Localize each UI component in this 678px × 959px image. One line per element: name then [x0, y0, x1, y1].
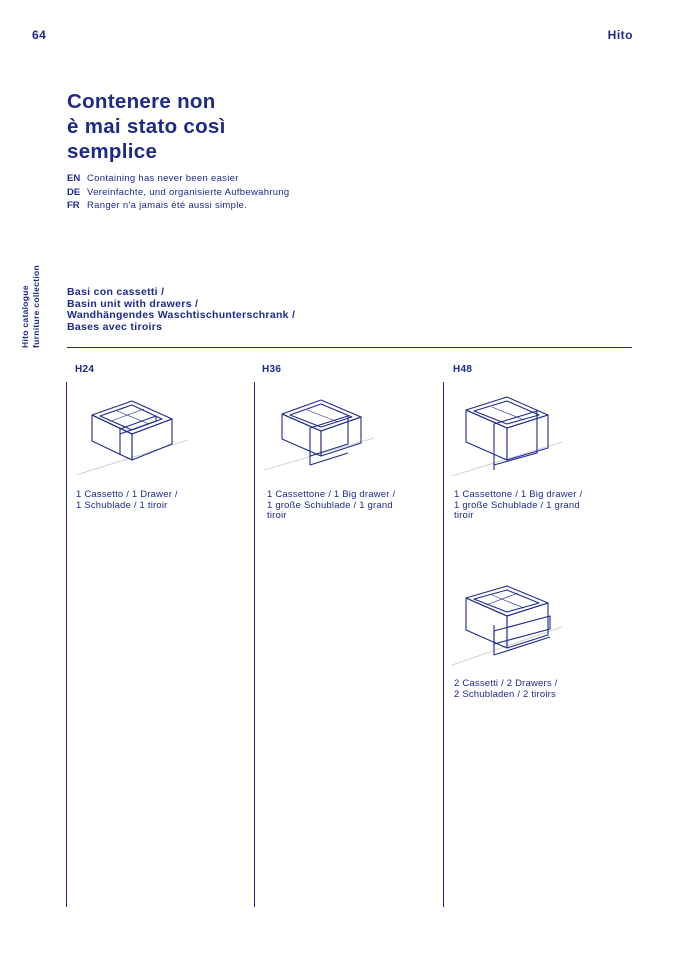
- section-divider: [67, 347, 632, 348]
- caption-h48-big-drawer: [454, 490, 614, 522]
- caption-line: 1 Cassettone / 1 Big drawer /: [267, 489, 396, 500]
- column-heading-h48: H48: [453, 364, 473, 375]
- caption-line: 2 Cassetti / 2 Drawers /: [454, 678, 558, 689]
- caption-line: tiroir: [454, 510, 474, 521]
- caption-line: tiroir: [267, 510, 287, 521]
- column-rule-h36: [254, 382, 255, 907]
- section-title: [67, 287, 295, 333]
- column-heading-h24: H24: [75, 364, 95, 375]
- caption-h36-big-drawer: [267, 490, 427, 522]
- side-label: [20, 265, 42, 348]
- caption-line: 1 Cassetto / 1 Drawer /: [76, 489, 178, 500]
- caption-line: 1 Schublade / 1 tiroir: [76, 499, 168, 511]
- column-rule-h48: [443, 382, 444, 907]
- caption-h24-one-drawer: [76, 490, 236, 511]
- section-title-line: Basi con cassetti /: [67, 286, 165, 298]
- column-rule-h24: [66, 382, 67, 907]
- caption-line: 1 große Schublade / 1 grand: [267, 499, 393, 511]
- headline-line-3: semplice: [67, 140, 158, 163]
- caption-line: 1 große Schublade / 1 grand: [454, 499, 580, 511]
- brand-name: Hito: [607, 28, 633, 42]
- side-label-line-2: furniture collection: [31, 265, 41, 348]
- translation-text: Vereinfachte, und organisierte Aufbewahrung: [87, 186, 290, 198]
- translations: [67, 172, 290, 213]
- section-title-line: Wandhängendes Waschtischunterschrank /: [67, 309, 296, 321]
- cabinet-two-drawers-illustration: [452, 585, 567, 667]
- language-code: EN: [67, 173, 81, 184]
- headline-line-2: è mai stato così: [67, 115, 226, 138]
- cabinet-one-drawer-illustration: [76, 397, 191, 482]
- cabinet-big-drawer-illustration: [264, 398, 379, 473]
- section-title-line: Basin unit with drawers /: [67, 297, 199, 310]
- caption-line: 2 Schubladen / 2 tiroirs: [454, 688, 556, 700]
- translation-text: Containing has never been easier: [87, 173, 239, 184]
- language-code: DE: [67, 186, 81, 198]
- page-headline: [67, 89, 226, 164]
- section-title-line: Bases avec tiroirs: [67, 320, 163, 333]
- translation-fr: [67, 199, 290, 213]
- caption-h48-two-drawers: [454, 679, 614, 700]
- column-heading-h36: H36: [262, 364, 282, 375]
- side-label-line-1: Hito catalogue: [20, 285, 30, 348]
- translation-de: [67, 186, 290, 200]
- caption-line: 1 Cassettone / 1 Big drawer /: [454, 489, 583, 500]
- translation-en: [67, 172, 290, 186]
- cabinet-big-drawer-tall-illustration: [452, 396, 567, 478]
- page-number: 64: [32, 28, 47, 42]
- headline-line-1: Contenere non: [67, 90, 216, 113]
- translation-text: Ranger n'a jamais été aussi simple.: [87, 200, 248, 211]
- language-code: FR: [67, 200, 80, 211]
